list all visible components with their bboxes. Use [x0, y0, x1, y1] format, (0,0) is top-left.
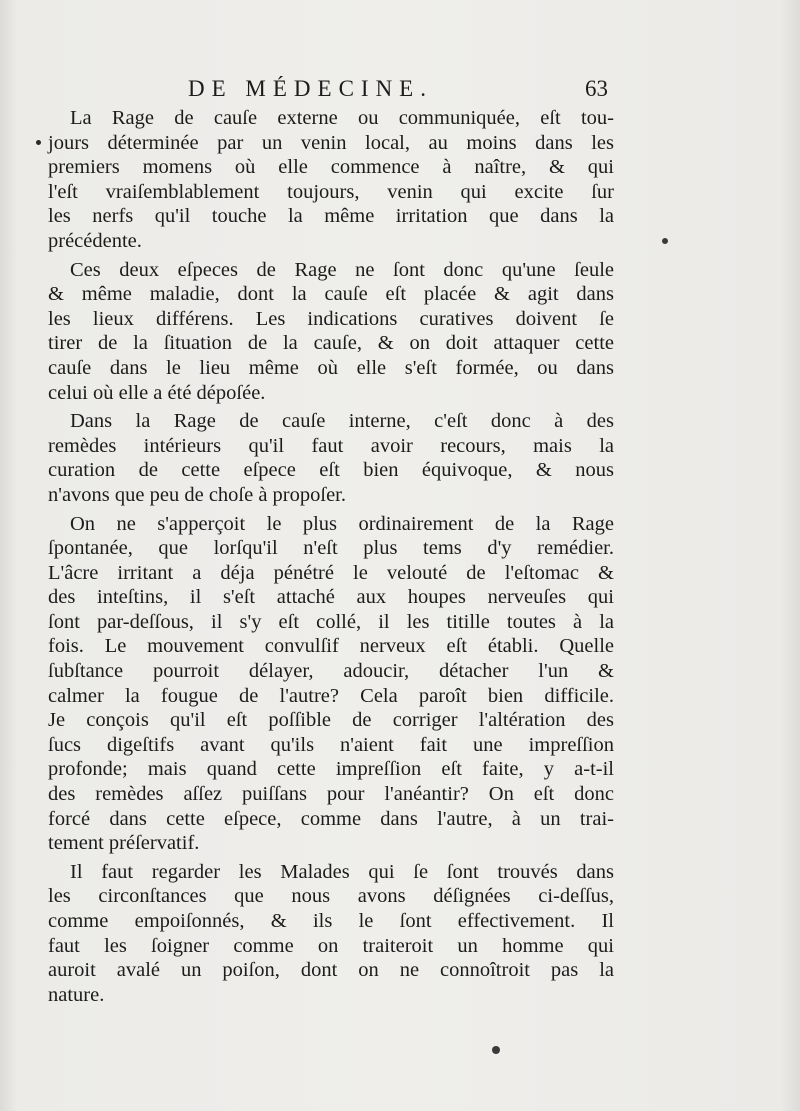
text-line: Il faut regarder les Malades qui ſe ſont trouvés dans — [70, 860, 614, 883]
text-line: l'eſt vraiſemblablement toujours, venin qui excite ſur — [48, 180, 614, 203]
text-line: On ne s'apperçoit le plus ordinairement de la Rage — [70, 512, 614, 535]
paragraph — [48, 258, 614, 406]
page-number: 63 — [585, 76, 608, 101]
paragraph — [48, 409, 614, 507]
text-line: ſucs digeſtifs avant qu'ils n'aient fait une impreſſion — [48, 733, 614, 756]
text-line: Ces deux eſpeces de Rage ne ſont donc qu'une ſeule — [70, 258, 614, 281]
text-line: précédente. — [48, 229, 142, 252]
text-line: tement préſervatif. — [48, 832, 200, 855]
text-line: jours déterminée par un venin local, au moins dans les — [48, 131, 614, 154]
text-line: ſubſtance pourroit délayer, adoucir, détacher l'un & — [48, 660, 614, 683]
text-line: des remèdes aſſez puiſſans pour l'anéantir? On eſt donc — [48, 783, 614, 806]
text-line: La Rage de cauſe externe ou communiquée, eſt tou- — [70, 107, 614, 129]
text-line: forcé dans cette eſpece, comme dans l'autre, à un trai- — [48, 807, 614, 830]
ink-speck — [662, 238, 668, 244]
text-line: n'avons que peu de choſe à propoſer. — [48, 483, 347, 506]
margin-dot-mark — [36, 140, 41, 145]
text-line: tirer de la ſituation de la cauſe, & on doit attaquer cette — [48, 332, 614, 355]
text-line: remèdes intérieurs qu'il faut avoir recours, mais la — [48, 434, 614, 457]
text-line: cauſe dans le lieu même où elle s'eſt formée, ou dans — [48, 356, 614, 379]
page-header — [188, 72, 608, 106]
text-line: les lieux différens. Les indications curatives doivent ſe — [48, 307, 614, 330]
text-line: les circonſtances que nous avons déſignées ci-deſſus, — [48, 885, 614, 908]
text-line: ſpontanée, que lorſqu'il n'eſt plus tems d'y remédier. — [48, 537, 614, 560]
text-line: curation de cette eſpece eſt bien équivoque, & nous — [48, 459, 614, 482]
ink-speck — [492, 1046, 500, 1054]
body-text — [48, 106, 614, 1007]
text-line: fois. Le mouvement convulſif nerveux eſt établi. Quelle — [48, 635, 614, 658]
text-line: nature. — [48, 983, 105, 1006]
paragraph — [48, 860, 614, 1008]
text-line: ſont par-deſſous, il s'y eſt collé, il les titille toutes à la — [48, 610, 614, 633]
running-title: DE MÉDECINE. — [188, 76, 433, 101]
text-line: premiers momens où elle commence à naître, & qui — [48, 156, 614, 179]
text-line: profonde; mais quand cette impreſſion eſt faite, y a-t-il — [48, 758, 614, 781]
text-line: les nerfs qu'il touche la même irritation que dans la — [48, 205, 614, 228]
paragraph — [48, 512, 614, 856]
text-line: & même maladie, dont la cauſe eſt placée & agit dans — [48, 283, 614, 306]
text-line: L'âcre irritant a déja pénétré le velouté de l'eſtomac & — [48, 561, 614, 584]
text-line: des inteſtins, il s'eſt attaché aux houpes nerveuſes qui — [48, 586, 614, 609]
text-line: comme empoiſonnés, & ils le ſont effectivement. Il — [48, 910, 614, 932]
text-line: faut les ſoigner comme on traiteroit un homme qui — [48, 934, 614, 957]
text-line: Dans la Rage de cauſe interne, c'eſt donc à des — [70, 410, 614, 433]
paragraph — [48, 106, 614, 254]
text-line: Je conçois qu'il eſt poſſible de corriger l'altération des — [48, 709, 614, 732]
text-line: auroit avalé un poiſon, dont on ne connoîtroit pas la — [48, 959, 614, 982]
text-line: celui où elle a été dépoſée. — [48, 381, 266, 404]
text-line: calmer la fougue de l'autre? Cela paroît bien difficile. — [48, 684, 614, 707]
